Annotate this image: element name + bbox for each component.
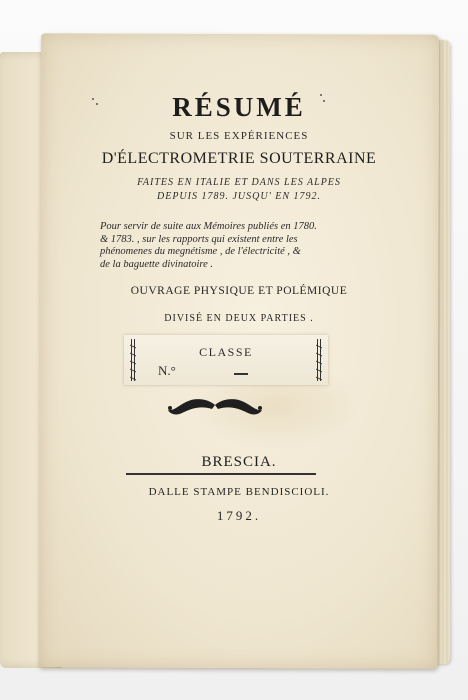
label-dash xyxy=(234,373,248,375)
page-title: RÉSUMÉ xyxy=(172,92,306,122)
paragraph-line: de la baguette divinatoire . xyxy=(100,258,214,270)
parts-line: DIVISÉ EN DEUX PARTIES . xyxy=(164,313,314,324)
subtitle-line: D'ÉLECTROMETRIE SOUTERRAINE xyxy=(101,150,377,167)
work-type-line: OUVRAGE PHYSIQUE ET POLÉMIQUE xyxy=(130,285,348,297)
mustache-ornament-icon xyxy=(166,397,264,419)
paragraph-line: & 1783. , sur les rapports qui existent entre les xyxy=(100,233,298,245)
subtitle-line: SUR LES EXPÉRIENCES xyxy=(169,130,309,142)
paragraph-line: phénomenes du megnétisme , de l'électricité , & xyxy=(100,246,301,257)
imprint-printer: DALLE STAMPE BENDISCIOLI. xyxy=(148,486,330,498)
label-classe: CLASSE xyxy=(199,345,253,359)
label-number: N.° xyxy=(158,363,176,378)
description-paragraph xyxy=(100,221,340,271)
shelf-label xyxy=(124,335,328,385)
subtitle-line: DEPUIS 1789. JUSQU' EN 1792. xyxy=(156,191,321,202)
paragraph-line: Pour servir de suite aux Mémoires publiés en 1780. xyxy=(100,221,317,232)
subtitle-line: FAITES EN ITALIE ET DANS LES ALPES xyxy=(137,177,341,188)
imprint-year: 1792. xyxy=(216,508,262,523)
imprint-rule xyxy=(126,473,316,475)
imprint-city: BRESCIA. xyxy=(201,454,277,470)
